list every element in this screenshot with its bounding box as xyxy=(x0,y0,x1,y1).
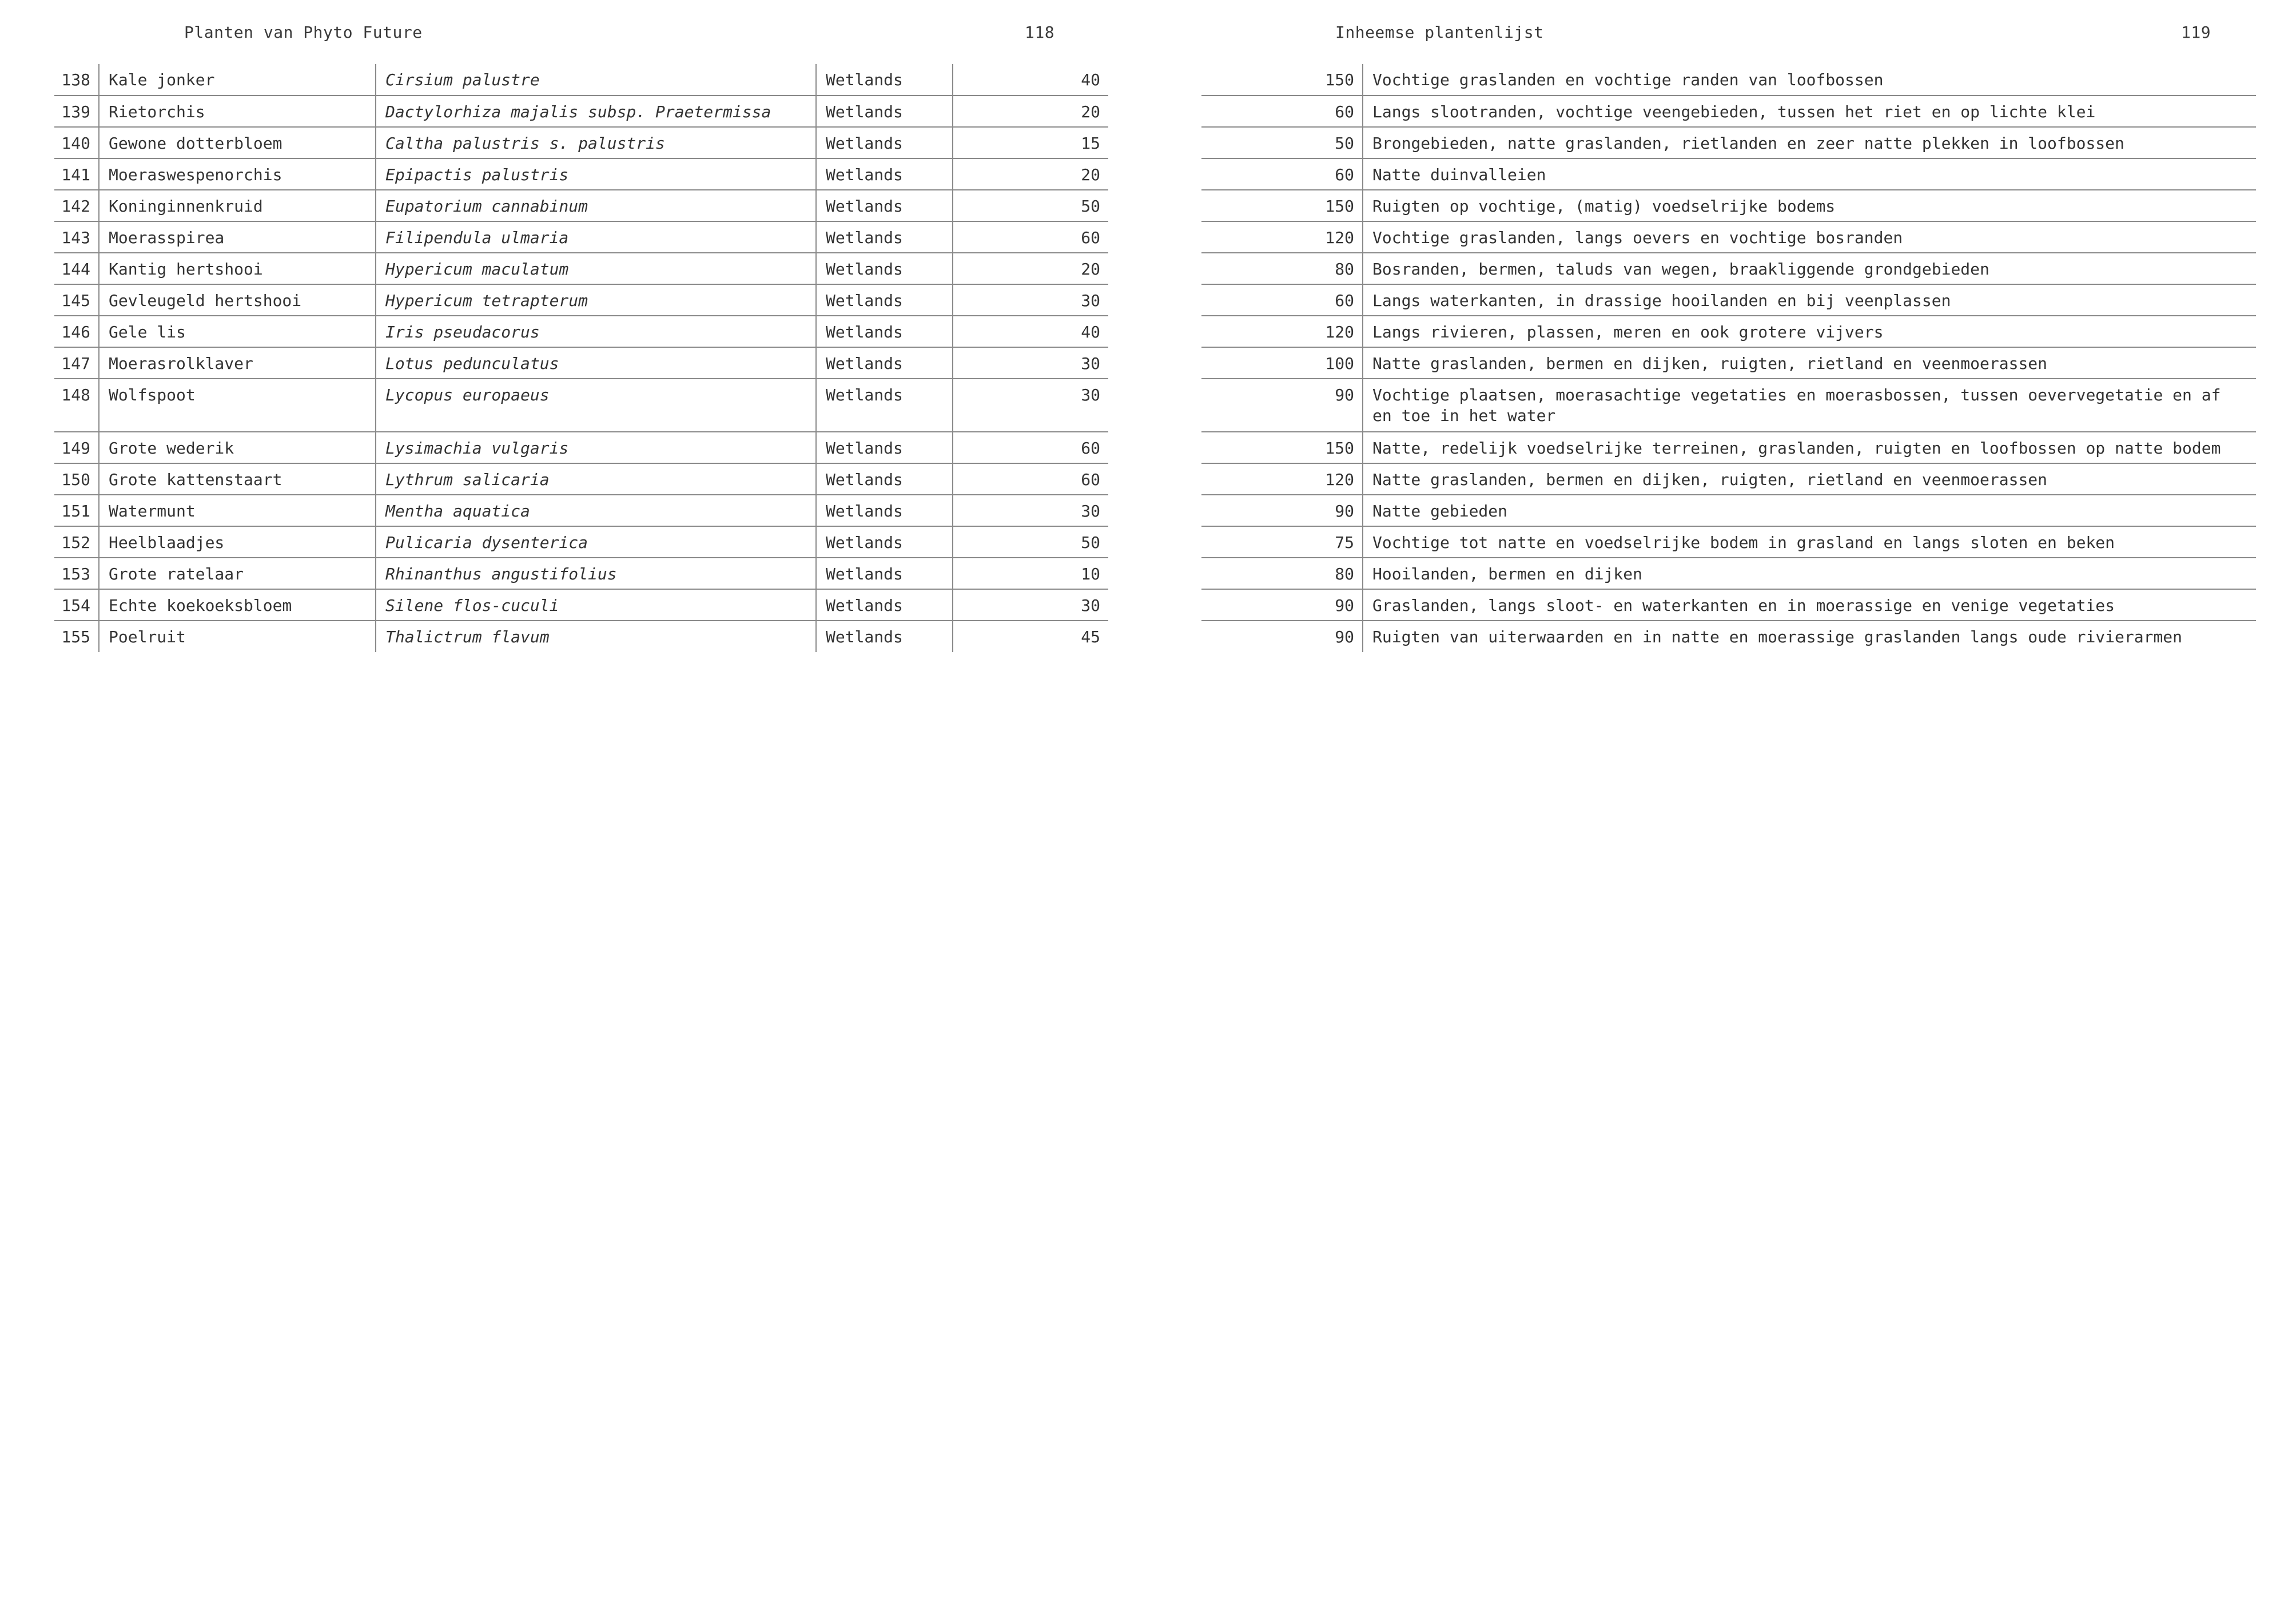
table-row xyxy=(1201,379,2256,432)
habitat-type: Wetlands xyxy=(816,347,953,379)
row-value: 120 xyxy=(1201,221,1363,253)
scientific-name: Hypericum maculatum xyxy=(376,253,816,284)
table-row xyxy=(54,621,1108,652)
table-row xyxy=(54,190,1108,221)
common-name: Koninginnenkruid xyxy=(99,190,376,221)
table-row xyxy=(54,253,1108,284)
table-row xyxy=(1201,64,2256,96)
table-row xyxy=(1201,558,2256,589)
row-number: 149 xyxy=(54,432,99,463)
scientific-name: Thalictrum flavum xyxy=(376,621,816,652)
row-number: 150 xyxy=(54,463,99,495)
row-number: 139 xyxy=(54,96,99,127)
habitat-type: Wetlands xyxy=(816,526,953,558)
habitat-type: Wetlands xyxy=(816,253,953,284)
row-number: 142 xyxy=(54,190,99,221)
row-value: 90 xyxy=(1201,589,1363,621)
running-title: Planten van Phyto Future xyxy=(184,23,423,42)
row-number: 153 xyxy=(54,558,99,589)
table-row xyxy=(54,158,1108,190)
row-number: 147 xyxy=(54,347,99,379)
table-row xyxy=(1201,253,2256,284)
table-row xyxy=(1201,96,2256,127)
scientific-name: Cirsium palustre xyxy=(376,64,816,96)
row-number: 138 xyxy=(54,64,99,96)
common-name: Wolfspoot xyxy=(99,379,376,432)
table-row xyxy=(54,463,1108,495)
row-value: 20 xyxy=(953,253,1108,284)
common-name: Moerasrolklaver xyxy=(99,347,376,379)
habitat-type: Wetlands xyxy=(816,621,953,652)
habitat-description: Bosranden, bermen, taluds van wegen, braakliggende grondgebieden xyxy=(1363,253,2256,284)
habitat-description: Brongebieden, natte graslanden, rietlanden en zeer natte plekken in loofbossen xyxy=(1363,127,2256,158)
table-row xyxy=(1201,432,2256,463)
row-value: 90 xyxy=(1201,379,1363,432)
table-row xyxy=(1201,284,2256,316)
row-number: 141 xyxy=(54,158,99,190)
row-value: 90 xyxy=(1335,627,1354,646)
page-number: 118 xyxy=(1025,23,1055,42)
habitat-type: Wetlands xyxy=(816,221,953,253)
habitat-type: Wetlands xyxy=(816,379,953,432)
table-row xyxy=(1201,621,2256,652)
row-value: 120 xyxy=(1201,463,1363,495)
row-value: 100 xyxy=(1201,347,1363,379)
row-value: 30 xyxy=(953,284,1108,316)
row-number: 146 xyxy=(54,316,99,347)
habitat-type: Wetlands xyxy=(816,127,953,158)
habitat-type: Wetlands xyxy=(816,190,953,221)
habitat-description: Natte gebieden xyxy=(1363,495,2256,526)
habitat-type: Wetlands xyxy=(816,558,953,589)
scientific-name: Iris pseudacorus xyxy=(376,316,816,347)
row-value: 120 xyxy=(1201,316,1363,347)
table-row xyxy=(54,347,1108,379)
row-value: 40 xyxy=(953,64,1108,96)
habitat-type: Wetlands xyxy=(816,463,953,495)
row-value: 150 xyxy=(1201,190,1363,221)
scientific-name: Lycopus europaeus xyxy=(376,379,816,432)
habitat-description: Hooilanden, bermen en dijken xyxy=(1363,558,2256,589)
habitat-type: Wetlands xyxy=(816,158,953,190)
habitat-description: Natte duinvalleien xyxy=(1363,158,2256,190)
scientific-name: Lotus pedunculatus xyxy=(376,347,816,379)
scientific-name: Pulicaria dysenterica xyxy=(376,526,816,558)
table-row xyxy=(1201,589,2256,621)
row-value: 60 xyxy=(953,463,1108,495)
row-number: 144 xyxy=(54,253,99,284)
habitat-type: Wetlands xyxy=(816,64,953,96)
row-value: 20 xyxy=(953,96,1108,127)
row-number: 145 xyxy=(54,284,99,316)
common-name: Gewone dotterbloem xyxy=(99,127,376,158)
row-value: 80 xyxy=(1201,558,1363,589)
row-value: 30 xyxy=(953,495,1108,526)
common-name: Grote kattenstaart xyxy=(99,463,376,495)
row-number: 151 xyxy=(54,495,99,526)
habitat-type: Wetlands xyxy=(816,316,953,347)
habitat-description: Langs slootranden, vochtige veengebieden, tussen het riet en op lichte klei xyxy=(1363,96,2256,127)
habitat-description: Vochtige graslanden en vochtige randen van loofbossen xyxy=(1363,64,2256,96)
habitat-description: Langs rivieren, plassen, meren en ook grotere vijvers xyxy=(1363,316,2256,347)
row-value: 60 xyxy=(953,221,1108,253)
row-value: 15 xyxy=(953,127,1108,158)
habitat-description: Ruigten op vochtige, (matig) voedselrijke bodems xyxy=(1363,190,2256,221)
common-name: Grote ratelaar xyxy=(99,558,376,589)
scientific-name: Hypericum tetrapterum xyxy=(376,284,816,316)
table-row xyxy=(54,558,1108,589)
page-number: 119 xyxy=(2181,23,2211,42)
table-row xyxy=(1201,158,2256,190)
habitat-description: Vochtige graslanden, langs oevers en vochtige bosranden xyxy=(1363,221,2256,253)
common-name: Grote wederik xyxy=(99,432,376,463)
plant-table-right xyxy=(1201,64,2256,652)
table-row xyxy=(54,284,1108,316)
habitat-description: Vochtige plaatsen, moerasachtige vegetaties en moerasbossen, tussen oevervegetatie en af en toe in het water xyxy=(1363,379,2256,432)
common-name: Poelruit xyxy=(99,621,376,652)
table-row xyxy=(1201,127,2256,158)
common-name: Gevleugeld hertshooi xyxy=(99,284,376,316)
row-value: 30 xyxy=(953,589,1108,621)
table-row xyxy=(54,526,1108,558)
row-number: 154 xyxy=(54,589,99,621)
row-value: 150 xyxy=(1201,64,1363,96)
table-row xyxy=(54,64,1108,96)
habitat-description: Graslanden, langs sloot- en waterkanten en in moerassige en venige vegetaties xyxy=(1363,589,2256,621)
row-number: 140 xyxy=(54,127,99,158)
running-title: Inheemse plantenlijst xyxy=(1335,23,1544,42)
scientific-name: Lysimachia vulgaris xyxy=(376,432,816,463)
table-row xyxy=(54,589,1108,621)
table-row xyxy=(1201,221,2256,253)
habitat-type: Wetlands xyxy=(816,96,953,127)
row-number: 143 xyxy=(54,221,99,253)
scientific-name: Silene flos-cuculi xyxy=(376,589,816,621)
table-row xyxy=(1201,463,2256,495)
table-row xyxy=(1201,495,2256,526)
row-number: 152 xyxy=(54,526,99,558)
scientific-name: Lythrum salicaria xyxy=(376,463,816,495)
habitat-description: Natte graslanden, bermen en dijken, ruigten, rietland en veenmoerassen xyxy=(1363,463,2256,495)
common-name: Watermunt xyxy=(99,495,376,526)
habitat-description: Ruigten van uiterwaarden en in natte en moerassige graslanden langs oude rivierarmen xyxy=(1363,621,2256,652)
habitat-type: Wetlands xyxy=(816,284,953,316)
row-value: 80 xyxy=(1201,253,1363,284)
habitat-type: Wetlands xyxy=(816,495,953,526)
scientific-name: Rhinanthus angustifolius xyxy=(376,558,816,589)
row-value: 50 xyxy=(1201,127,1363,158)
row-value: 30 xyxy=(953,379,1108,432)
row-value: 20 xyxy=(953,158,1108,190)
row-value: 10 xyxy=(953,558,1108,589)
scientific-name: Filipendula ulmaria xyxy=(376,221,816,253)
row-value: 60 xyxy=(1201,158,1363,190)
common-name: Heelblaadjes xyxy=(99,526,376,558)
row-value: 50 xyxy=(953,190,1108,221)
row-value: 50 xyxy=(953,526,1108,558)
row-value: 75 xyxy=(1201,526,1363,558)
row-number: 148 xyxy=(54,379,99,432)
common-name: Moerasspirea xyxy=(99,221,376,253)
common-name: Kale jonker xyxy=(99,64,376,96)
habitat-description: Natte graslanden, bermen en dijken, ruigten, rietland en veenmoerassen xyxy=(1363,347,2256,379)
row-value: 150 xyxy=(1201,432,1363,463)
habitat-description: Langs waterkanten, in drassige hooilanden en bij veenplassen xyxy=(1363,284,2256,316)
row-value: 60 xyxy=(1201,284,1363,316)
common-name: Kantig hertshooi xyxy=(99,253,376,284)
row-value: 60 xyxy=(1201,96,1363,127)
row-value: 45 xyxy=(953,621,1108,652)
row-value: 40 xyxy=(953,316,1108,347)
table-row xyxy=(1201,190,2256,221)
table-row xyxy=(54,127,1108,158)
row-number: 155 xyxy=(61,627,90,646)
habitat-type: Wetlands xyxy=(816,589,953,621)
scientific-name: Caltha palustris s. palustris xyxy=(376,127,816,158)
habitat-description: Natte, redelijk voedselrijke terreinen, graslanden, ruigten en loofbossen op natte bodem xyxy=(1363,432,2256,463)
row-value: 60 xyxy=(953,432,1108,463)
scientific-name: Dactylorhiza majalis subsp. Praetermissa xyxy=(376,96,816,127)
table-row xyxy=(1201,347,2256,379)
scientific-name: Epipactis palustris xyxy=(376,158,816,190)
table-row xyxy=(54,221,1108,253)
table-row xyxy=(54,96,1108,127)
common-name: Moeraswespenorchis xyxy=(99,158,376,190)
plant-table-left xyxy=(54,64,1108,652)
table-row xyxy=(54,495,1108,526)
row-value: 30 xyxy=(953,347,1108,379)
common-name: Echte koekoeksbloem xyxy=(99,589,376,621)
common-name: Gele lis xyxy=(99,316,376,347)
scientific-name: Eupatorium cannabinum xyxy=(376,190,816,221)
common-name: Rietorchis xyxy=(99,96,376,127)
habitat-description: Vochtige tot natte en voedselrijke bodem in grasland en langs sloten en beken xyxy=(1363,526,2256,558)
table-row xyxy=(1201,316,2256,347)
row-value: 90 xyxy=(1201,495,1363,526)
habitat-type: Wetlands xyxy=(816,432,953,463)
table-row xyxy=(54,316,1108,347)
table-row xyxy=(1201,526,2256,558)
table-row xyxy=(54,379,1108,432)
scientific-name: Mentha aquatica xyxy=(376,495,816,526)
table-row xyxy=(54,432,1108,463)
